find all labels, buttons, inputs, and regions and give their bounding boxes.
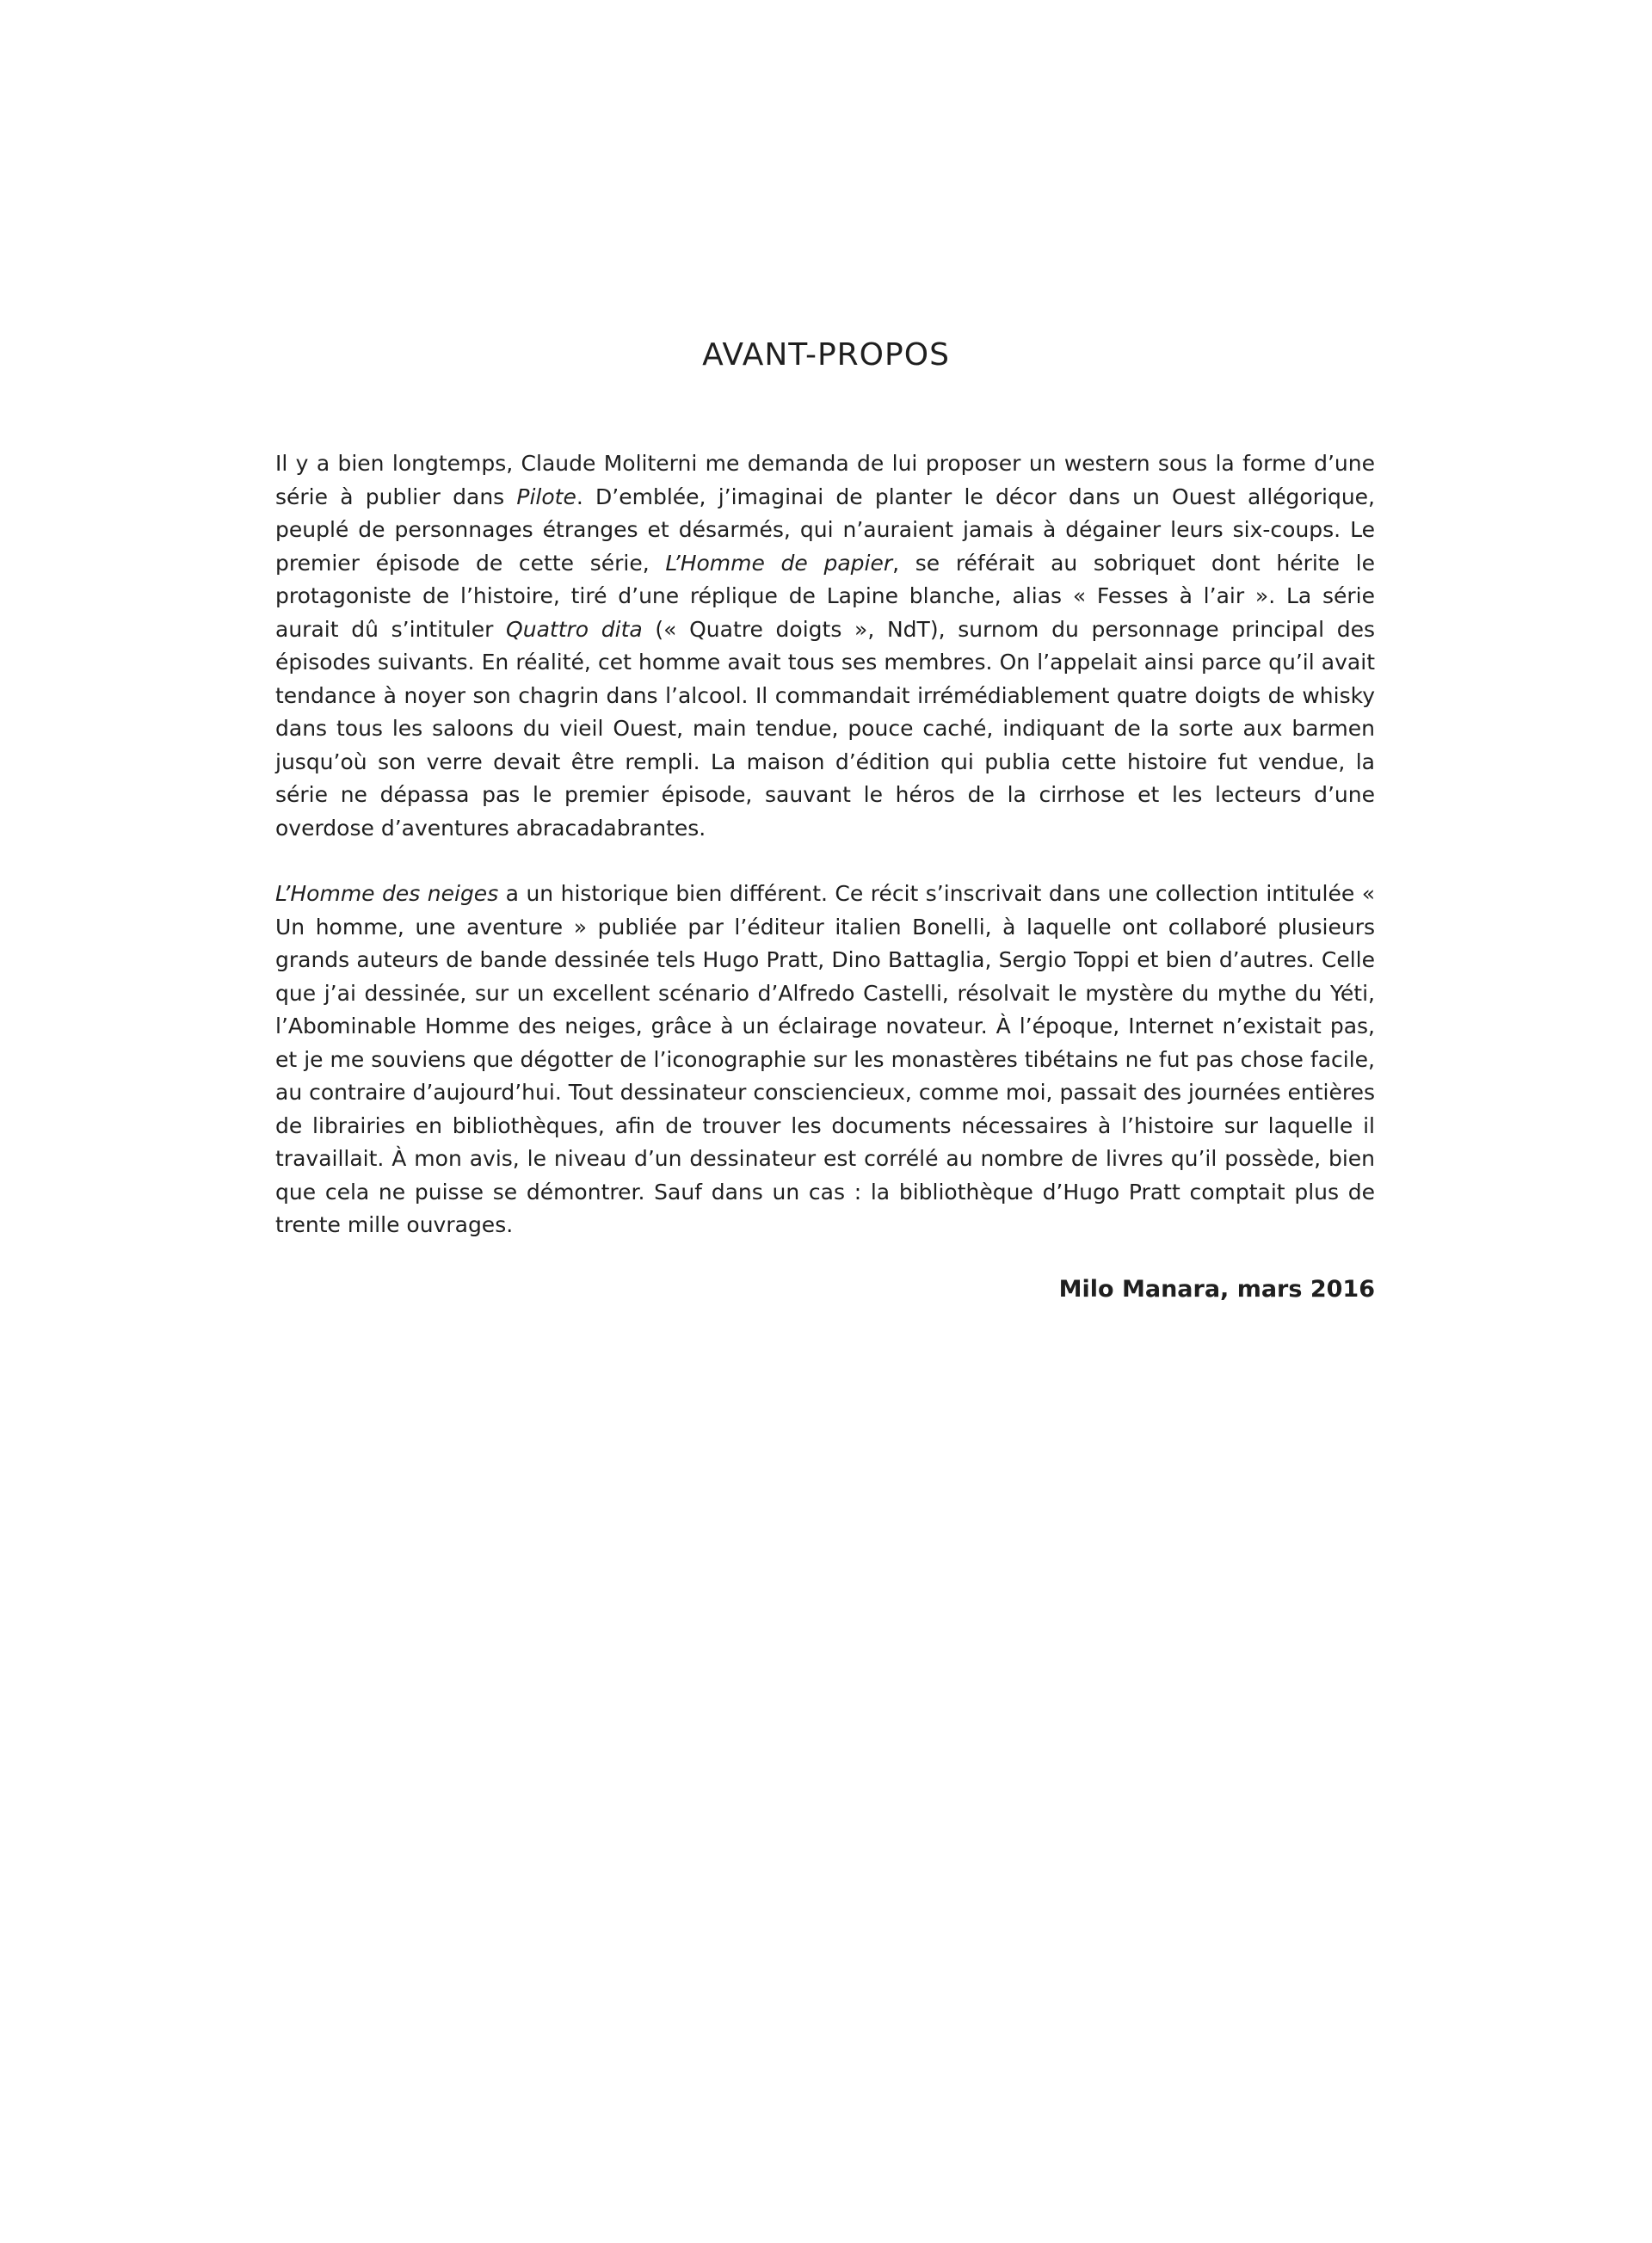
italic-title-text: L’Homme des neiges xyxy=(275,881,499,906)
italic-title-text: Pilote xyxy=(516,484,576,509)
foreword-body xyxy=(275,447,1375,1242)
text-run: , se référait au sobriquet dont hérite le protagoniste de l’histoire, tiré d’une réplique de Lapine blanche, alias « Fesses à l’air ». La série aurait dû s’intituler xyxy=(275,550,1375,642)
author-signature: Milo Manara, mars 2016 xyxy=(1058,1276,1375,1303)
page-title: AVANT-PROPOS xyxy=(702,337,950,373)
italic-title-text: L’Homme de papier xyxy=(665,550,893,576)
text-run: Il y a bien longtemps, Claude Moliterni me demanda de lui proposer un western sous la forme d’une série à publier dans xyxy=(275,451,1375,509)
text-run: (« Quatre doigts », NdT), surnom du personnage principal des épisodes suivants. En réalité, cet homme avait tous ses membres. On l’appelait ainsi parce qu’il avait tendance à noyer son chagrin dans l’alcool. Il commandait irrémédiablement quatre doigts de whisky dans tous les saloons du vieil Ouest, main tendue, pouce caché, indiquant de la sorte aux barmen jusqu’où son verre devait être rempli. La maison d’édition qui publia cette histoire fut vendue, la série ne dépassa pas le premier épisode, sauvant le héros de la cirrhose et les lecteurs d’une overdose d’aventures abracadabrantes. xyxy=(275,616,1376,841)
paragraph xyxy=(275,447,1375,845)
text-run: . D’emblée, j’imaginai de planter le décor dans un Ouest allégorique, peuplé de personnages étranges et désarmés, qui n’auraient jamais à dégainer leurs six-coups. Le premier épisode de cette série, xyxy=(275,484,1375,576)
text-run: a un historique bien différent. Ce récit s’inscrivait dans une collection intitulée « Un homme, une aventure » publiée par l’éditeur italien Bonelli, à laquelle ont collaboré plusieurs grands auteurs de bande dessinée tels Hugo Pratt, Dino Battaglia, Sergio Toppi et bien d’autres. Celle que j’ai dessinée, sur un excellent scénario d’Alfredo Castelli, résolvait le mystère du mythe du Yéti, l’Abominable Homme des neiges, grâce à un éclairage novateur. À l’époque, Internet n’existait pas, et je me souviens que dégotter de l’iconographie sur les monastères tibétains ne fut pas chose facile, au contraire d’aujourd’hui. Tout dessinateur consciencieux, comme moi, passait des journées entières de librairies en bibliothèques, afin de trouver les documents nécessaires à l’histoire sur laquelle il travaillait. À mon avis, le niveau d’un dessinateur est corrélé au nombre de livres qu’il possède, bien que cela ne puisse se démontrer. Sauf dans un cas : la bibliothèque d’Hugo Pratt comptait plus de trente mille ouvrages. xyxy=(275,881,1375,1237)
italic-title-text: Quattro dita xyxy=(506,616,643,642)
paragraph xyxy=(275,878,1375,1242)
